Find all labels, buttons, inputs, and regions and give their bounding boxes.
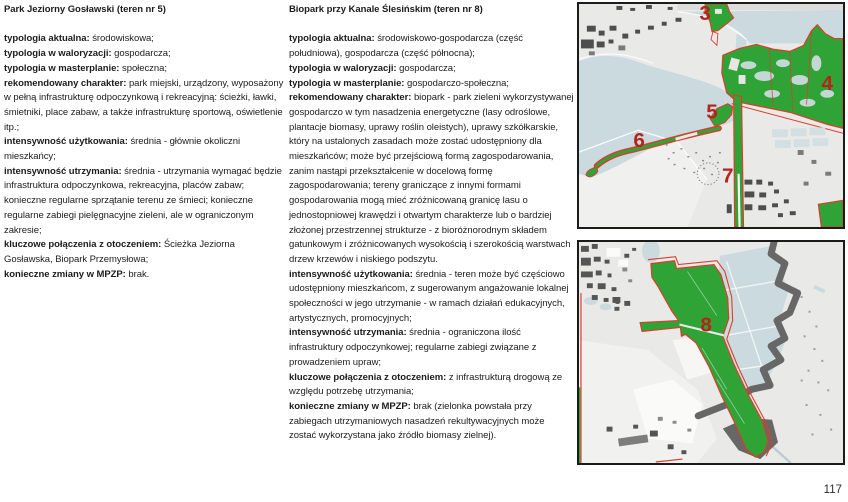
entry-label: typologia aktualna: — [4, 33, 90, 45]
entry-label: kluczowe połączenia z otoczeniem: — [4, 239, 162, 251]
entry-text: gospodarcza; — [399, 62, 456, 74]
entry-label: kluczowe połączenia z otoczeniem: — [289, 371, 447, 383]
entry-text: biopark - park zieleni wykorzystywanej gospodarczo w tym nasadzenia energetyczne (lasy odroślowe, plantacje biomasy, uprawy roślin oleistych), uprawy szkółkarskie, który na ustalonych zasadach może zostać udostępniony dla mieszkańców; może być przejściową formą zagospodarowania, zanim nastąpi przekształcenie w docelową formę zagospodarowania; tereny graniczące z innymi formami gospodarowania mogą mieć zróżnicowaną granicę lasu o jednostopniowej krawędzi i otwartym charakterze lub o bardziej złożonej przestrzennej strukturze - z bioróżnorodnym składem gatunkowym i zróżnicowanych wysokością i szerokością warstwach drzew krzewów i niskiego podszytu. — [289, 92, 574, 265]
entry-rekomendowany-charakter — [4, 77, 285, 136]
entry-typologia-masterplan — [289, 77, 574, 92]
entry-rekomendowany-charakter — [289, 91, 574, 267]
entry-text: Ścieżka Jeziorna Gosławska, Biopark Przemysłowa; — [4, 239, 235, 265]
map-label-4: 4 — [821, 71, 833, 95]
entry-label: intensywność utrzymania: — [289, 327, 407, 339]
section-title-teren-5: Park Jeziorny Gosławski (teren nr 5) — [4, 4, 166, 15]
entry-intensywnosc-utrzymania — [289, 326, 574, 370]
entry-typologia-aktualna — [289, 32, 574, 61]
entry-typologia-waloryzacja — [4, 47, 285, 62]
entry-label: typologia aktualna: — [289, 33, 375, 45]
section-title-teren-8: Biopark przy Kanale Ślesińskim (teren nr 8) — [289, 4, 483, 15]
entry-label: intensywność utrzymania: — [4, 165, 122, 177]
entry-label: konieczne zmiany w MPZP: — [289, 400, 411, 412]
entry-text: gospodarczo-społeczna; — [407, 77, 509, 89]
section-teren-5 — [4, 3, 285, 282]
entry-kluczowe-polaczenia — [289, 371, 574, 400]
entry-label: typologia w waloryzacji: — [289, 62, 397, 74]
entry-text: środowiskowa; — [92, 33, 154, 45]
entry-typologia-masterplan — [4, 62, 285, 77]
entry-label: typologia w waloryzacji: — [4, 48, 112, 60]
entry-text: gospodarcza; — [114, 48, 171, 60]
entry-label: konieczne zmiany w MPZP: — [4, 268, 126, 280]
page-number: 117 — [823, 484, 842, 496]
entry-text: średnia - utrzymania wymagać będzie infrastruktura odpoczynkowa, rekreacyjna, placów zabaw; konieczne regularne sprzątanie terenu ze śmieci; konieczne regularne zabiegi pielęgnacyjne zieleni, ale w ograniczonym zakresie; — [4, 165, 282, 236]
entry-label: intensywność użytkowania: — [289, 268, 413, 280]
map-label-7: 7 — [721, 164, 734, 188]
entry-label: rekomendowany charakter: — [289, 92, 412, 104]
entry-label: intensywność użytkowania: — [4, 136, 128, 148]
entry-typologia-waloryzacja — [289, 62, 574, 77]
entry-label: typologia w masterplanie: — [289, 77, 405, 89]
entry-text: społeczna; — [122, 62, 167, 74]
entry-kluczowe-polaczenia — [4, 238, 285, 267]
entry-label: typologia w masterplanie: — [4, 62, 120, 74]
green-area-corner — [818, 200, 843, 227]
map-label-8: 8 — [700, 313, 712, 337]
entry-text: z infrastrukturą drogową ze względu potrzebę utrzymania; — [289, 371, 563, 398]
entry-text: brak. — [128, 268, 150, 280]
map-image — [579, 242, 843, 463]
entry-text: środowiskowo-gospodarcza (część południowa), gospodarcza (część północna); — [289, 33, 523, 60]
entry-konieczne-zmiany-mpzp — [4, 268, 285, 283]
entry-intensywnosc-uzytkowania — [4, 135, 285, 164]
entry-konieczne-zmiany-mpzp — [289, 400, 574, 444]
entry-text: średnia - teren może być częściowo udostępniony mieszkańcom, z sugerowanym angażowanie lokalnej społeczności w jego utrzymanie - w ramach działań edukacyjnych, artystycznych, promocyjnych; — [289, 268, 569, 324]
section-teren-8 — [289, 3, 574, 444]
entry-intensywnosc-uzytkowania — [289, 268, 574, 327]
entry-text: średnia - głównie okoliczni mieszkańcy; — [4, 136, 241, 163]
map-label-3: 3 — [699, 4, 711, 25]
map-lake-context-areas-3-7 — [577, 2, 845, 229]
map-biopark-area-8 — [577, 240, 845, 465]
map-image — [579, 4, 843, 227]
entry-text: brak (zielonka powstała przy zabiegach utrzymaniowych nasadzeń rekultywacyjnych może zostać wykorzystana jako źródło biomasy zielnej). — [289, 400, 545, 442]
entry-text: park miejski, urządzony, wyposażony w pełną infrastrukturę odpoczynkową i rekreacyjną: ścieżki, ławki, śmietniki, place zabaw, a także infrastrukturę sportową, oświetlenie itp.; — [4, 77, 284, 133]
map-label-6: 6 — [633, 129, 645, 153]
entry-typologia-aktualna — [4, 32, 285, 47]
entry-intensywnosc-utrzymania — [4, 165, 285, 239]
entry-label: rekomendowany charakter: — [4, 77, 127, 89]
entry-text: średnia - ograniczona ilość infrastruktury odpoczynkowej; regularne zabiegi związane z prowadzeniem upraw; — [289, 327, 537, 368]
map-label-5: 5 — [706, 100, 718, 124]
